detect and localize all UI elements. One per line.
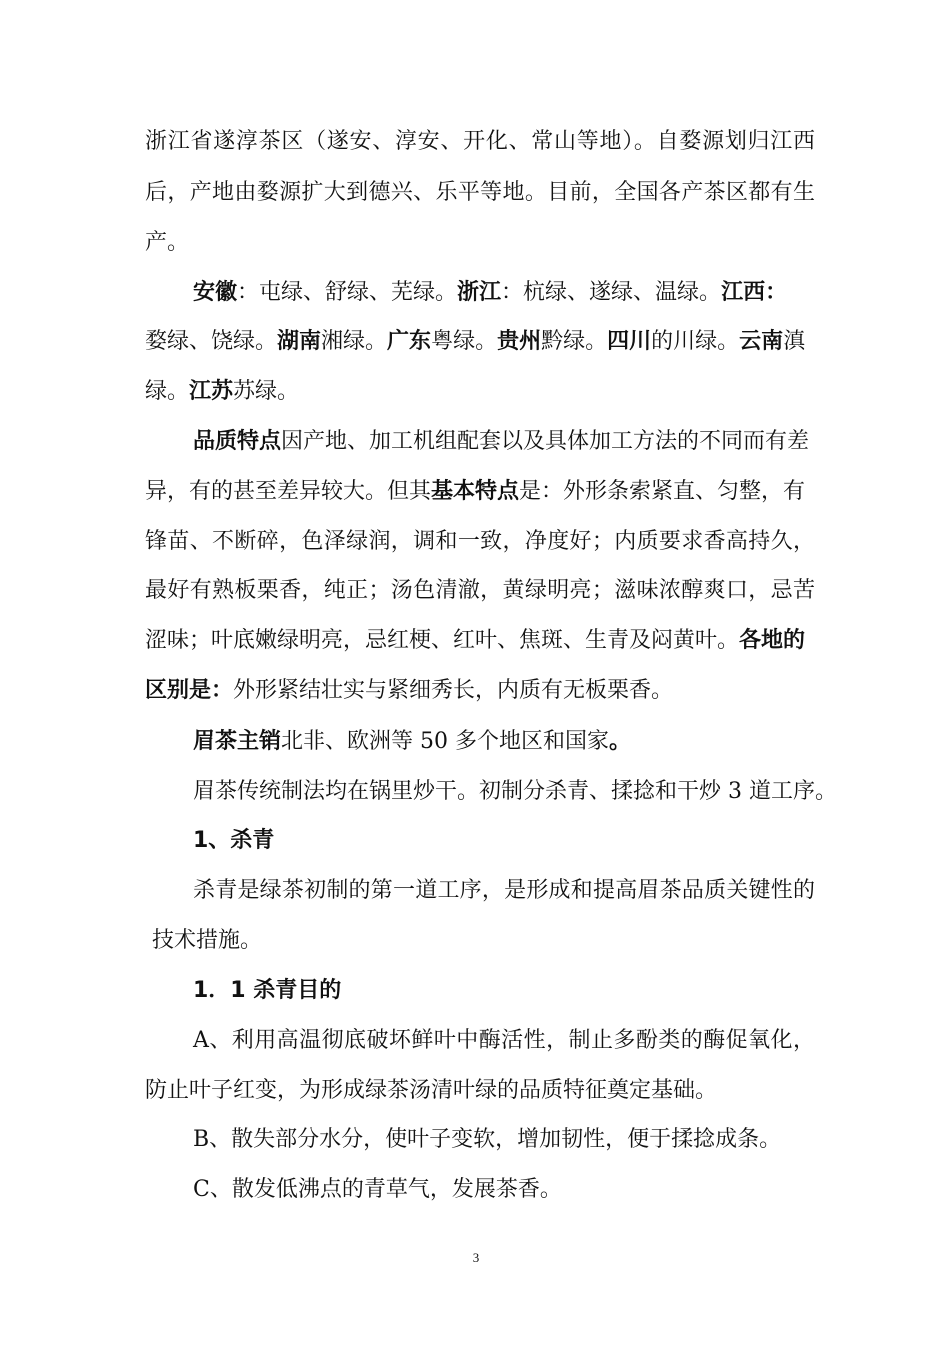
paragraph-line: 产。 (145, 230, 190, 255)
region-teas: ：屯绿、舒绿、芜绿。 (237, 280, 458, 305)
region-teas: 粤绿。 (431, 329, 498, 354)
term-bold: 基本特点 (431, 479, 520, 504)
region-name: 江苏 (189, 379, 234, 404)
list-item-line: 防止叶子红变，为形成绿茶汤清叶绿的品质特征奠定基础。 (145, 1078, 718, 1103)
region-name: 江西： (721, 280, 788, 305)
region-list-line (145, 327, 815, 357)
paragraph-line: 技术措施。 (145, 928, 262, 953)
region-teas: 绿。 (145, 379, 190, 404)
quality-line: 锋苗、不断碎，色泽绿润，调和一致，净度好；内质要求香高持久， (145, 529, 815, 554)
quality-line (145, 676, 815, 706)
region-name: 安徽 (193, 280, 238, 305)
list-item-line: B、散失部分水分，使叶子变软，增加韧性，便于揉捻成条。 (193, 1127, 782, 1152)
period: 。 (609, 729, 632, 754)
quality-line (145, 626, 815, 656)
region-name: 湖南 (277, 329, 322, 354)
region-teas: 苏绿。 (233, 379, 300, 404)
region-teas: 婺绿、饶绿。 (145, 329, 278, 354)
region-teas: 湘绿。 (321, 329, 388, 354)
term-bold: 眉茶主销 (193, 729, 282, 754)
term-bold: 各地的 (739, 628, 806, 653)
quality-text: 涩味；叶底嫩绿明亮，忌红梗、红叶、焦斑、生青及闷黄叶。 (145, 628, 740, 653)
quality-text: 外形紧结壮实与紧细秀长，内质有无板栗香。 (233, 678, 674, 703)
region-list-line (193, 278, 815, 308)
list-item-line: A、利用高温彻底破坏鲜叶中酶活性，制止多酚类的酶促氧化， (193, 1028, 815, 1053)
region-list-line (145, 377, 815, 407)
term-bold: 区别是： (145, 678, 234, 703)
region-name: 贵州 (497, 329, 542, 354)
quality-line (193, 427, 815, 457)
quality-text: 异，有的甚至差异较大。但其 (145, 479, 432, 504)
subsection-heading-text: 1．1 杀青目的 (193, 978, 342, 1003)
region-name: 浙江 (457, 280, 502, 305)
section-heading-text: 1、杀青 (193, 828, 275, 853)
quality-line (145, 477, 815, 507)
region-name: 四川 (607, 329, 652, 354)
subsection-heading (193, 976, 815, 1006)
quality-text: 因产地、加工机组配套以及具体加工方法的不同而有差 (281, 429, 810, 454)
region-teas: 黔绿。 (541, 329, 608, 354)
market-text: 北非、欧洲等 50 多个地区和国家 (281, 729, 609, 754)
page-number: 3 (472, 1250, 480, 1265)
term-bold: 品质特点 (193, 429, 282, 454)
quality-text: 是：外形条索紧直、匀整，有 (519, 479, 806, 504)
region-teas: 的川绿。 (651, 329, 740, 354)
region-name: 云南 (739, 329, 784, 354)
paragraph-line: 后，产地由婺源扩大到德兴、乐平等地。目前，全国各产茶区都有生 (145, 180, 815, 205)
paragraph-line: 杀青是绿茶初制的第一道工序，是形成和提高眉茶品质关键性的 (193, 878, 815, 903)
quality-line: 最好有熟板栗香，纯正；汤色清澈，黄绿明亮；滋味浓醇爽口，忌苦 (145, 578, 815, 603)
process-intro-line: 眉茶传统制法均在锅里炒干。初制分杀青、揉捻和干炒 3 道工序。 (193, 779, 837, 804)
region-teas: ：杭绿、遂绿、温绿。 (501, 280, 722, 305)
region-teas: 滇 (783, 329, 806, 354)
section-heading (193, 826, 815, 856)
list-item-line: C、散发低沸点的青草气，发展茶香。 (193, 1177, 562, 1202)
paragraph-line: 浙江省遂淳茶区（遂安、淳安、开化、常山等地）。自婺源划归江西 (145, 129, 815, 154)
region-name: 广东 (387, 329, 432, 354)
market-line (193, 727, 815, 757)
